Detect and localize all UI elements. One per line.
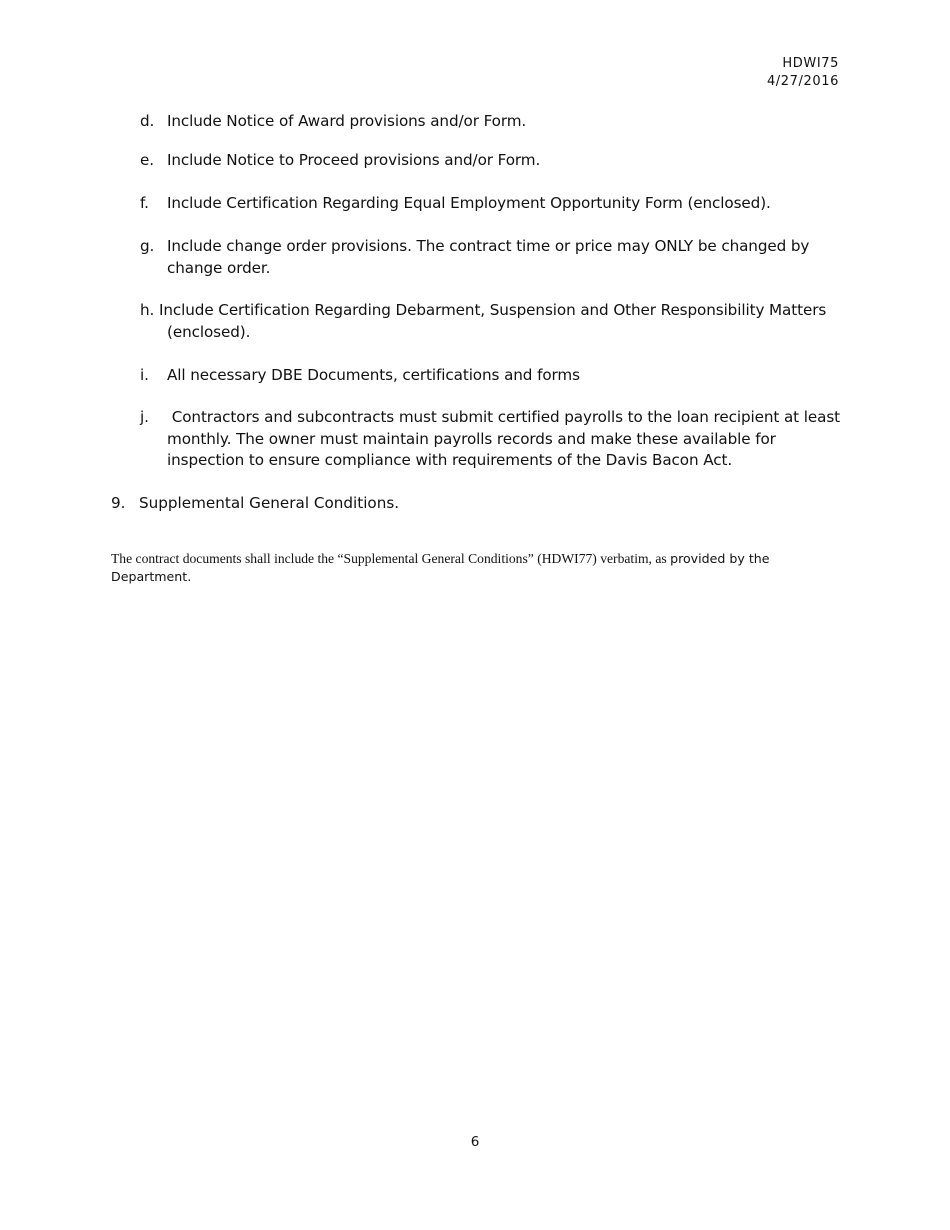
list-item-h [140,300,840,343]
section-number: 9. [111,494,126,512]
list-item-g [140,236,840,279]
document-date: 4/27/2016 [766,74,839,89]
list-marker: j. [140,408,149,426]
list-marker: f. [140,194,149,212]
list-item-j [140,407,845,472]
list-item-text: All necessary DBE Documents, certifications and forms [167,366,580,384]
list-marker: i. [140,366,149,384]
paragraph-text-part2: provided by the Department. [111,551,770,584]
list-item-text: Include Notice to Proceed provisions and/or Form. [167,151,541,169]
page-number: 6 [470,1134,480,1150]
section-title: Supplemental General Conditions. [139,494,400,512]
list-item-d [140,111,840,133]
list-item-line2: (enclosed). [167,322,251,341]
list-item-i [140,365,840,387]
list-item-e [140,150,840,172]
list-marker: e. [140,151,154,169]
document-header [767,55,839,91]
paragraph-text-part1: The contract documents shall include the “Supplemental General Conditions” (HDWI77) verbatim, as [111,551,671,566]
list-item-text [140,300,840,343]
list-item-text: Include change order provisions. The contract time or price may ONLY be changed by change order. [167,237,810,277]
list-item-text: Contractors and subcontracts must submit certified payrolls to the loan recipient at least monthly. The owner must maintain payrolls records and make these available for inspection to ensure compliance with requirements of the Davis Bacon Act. [167,408,845,469]
list-marker: d. [140,112,155,130]
list-item-f [140,193,840,215]
list-marker: h. [140,301,155,319]
list-item-line1: Include Certification Regarding Debarment, Suspension and Other Responsibility Matters [159,301,827,319]
list-item-text: Include Certification Regarding Equal Employment Opportunity Form (enclosed). [167,194,771,212]
list-marker: g. [140,237,155,255]
section-9 [111,493,841,515]
supplemental-conditions-paragraph [111,550,841,586]
list-item-text: Include Notice of Award provisions and/or Form. [167,112,527,130]
document-id: HDWI75 [782,56,839,71]
